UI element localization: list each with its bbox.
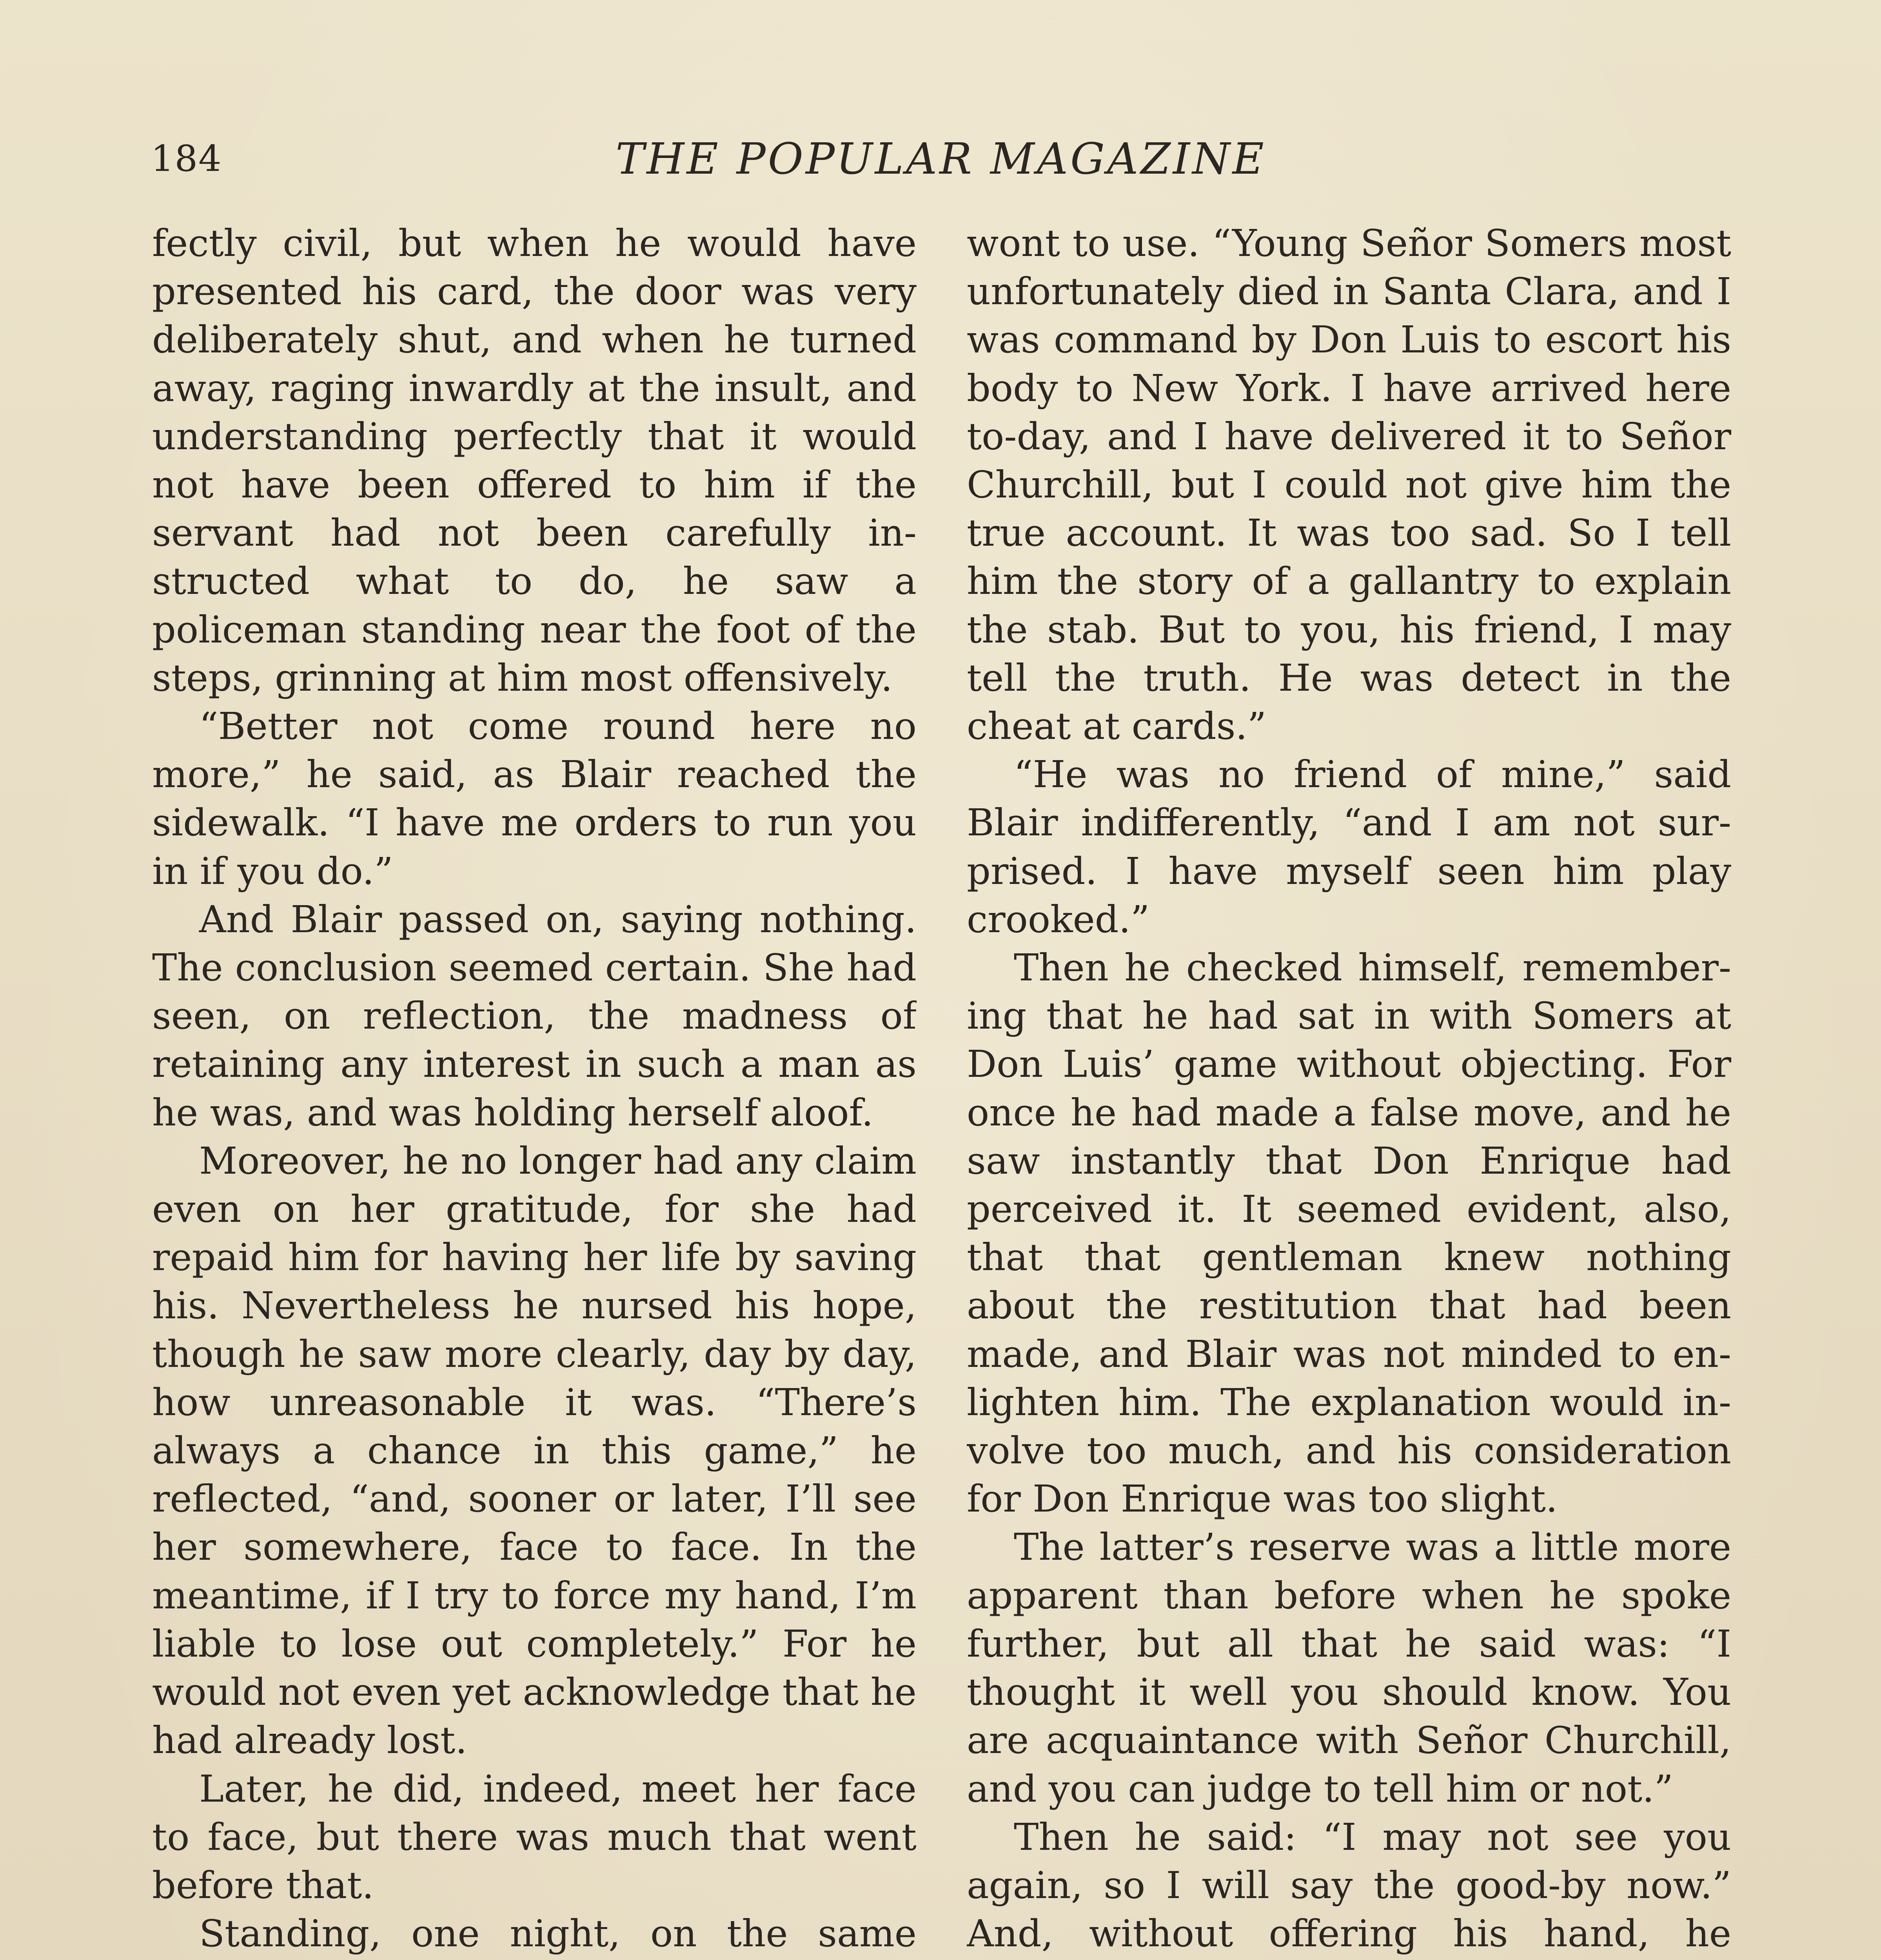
paragraph: Then he checked himself, remembering that he had sat in with Somers at Don Luis’ game without objecting. For once he had made a false move, and he saw instantly that Don Enrique had perceived it. It seemed evident, also, that that gentleman knew nothing about the restitution that had been made, and Blair was not minded to enlighten him. The explanation would involve too much, and his consideration for Don Enrique was too slight. xyxy=(967,946,1731,1521)
paragraph: fectly civil, but when he would have presented his card, the door was very deliberately shut, and when he turned away, raging inwardly at the insult, and understanding perfectly that it would not have been offered to him if the servant had not been carefully instructed what to do, he saw a policeman standing near the foot of the steps, grinning at him most offensively. xyxy=(152,222,917,700)
page-header xyxy=(0,131,1881,186)
paragraph: Standing, one night, on the same xyxy=(199,1912,917,1956)
page-number: 184 xyxy=(151,138,222,180)
paragraph: The latter’s reserve was a little more apparent than before when he spoke further, but all that he said was: “I thought it well you should know. You are acquaintance with Señor Churchill, and you can judge to tell him or not.” xyxy=(967,1526,1731,1811)
paragraph: “Better not come round here no more,” he said, as Blair reached the sidewalk. “I have me orders to run you in if you do.” xyxy=(152,705,917,893)
paragraph: Later, he did, indeed, meet her face to face, but there was much that went before that. xyxy=(152,1767,917,1907)
left-column xyxy=(152,220,917,1960)
right-column xyxy=(967,220,1731,1960)
paragraph: wont to use. “Young Señor Somers most unfortunately died in Santa Clara, and I was command by Don Luis to escort his body to New York. I have arrived here to-day, and I have delivered it to Señor Churchill, but I could not give him the true account. It was too sad. So I tell him the story of a gallantry to explain the stab. But to you, his friend, I may tell the truth. He was detect in the cheat at cards.” xyxy=(967,222,1731,748)
running-title: THE POPULAR MAGAZINE xyxy=(616,134,1266,184)
paragraph: Then he said: “I may not see you again, so I will say the good-by now.” And, without offering his hand, he xyxy=(967,1815,1731,1956)
paragraph: “He was no friend of mine,” said Blair indifferently, “and I am not surprised. I have myself seen him play crooked.” xyxy=(967,753,1731,941)
paragraph: Moreover, he no longer had any claim even on her gratitude, for she had repaid him for having her life by saving his. Nevertheless he nursed his hope, though he saw more clearly, day by day, how unreasonable it was. “There’s always a chance in this game,” he reflected, “and, sooner or later, I’ll see her somewhere, face to face. In the meantime, if I try to force my hand, I’m liable to lose out completely.” For he would not even yet acknowledge that he had already lost. xyxy=(152,1139,917,1762)
paragraph: And Blair passed on, saying nothing. The conclusion seemed certain. She had seen, on reflection, the madness of retaining any interest in such a man as he was, and was holding herself aloof. xyxy=(152,898,917,1134)
